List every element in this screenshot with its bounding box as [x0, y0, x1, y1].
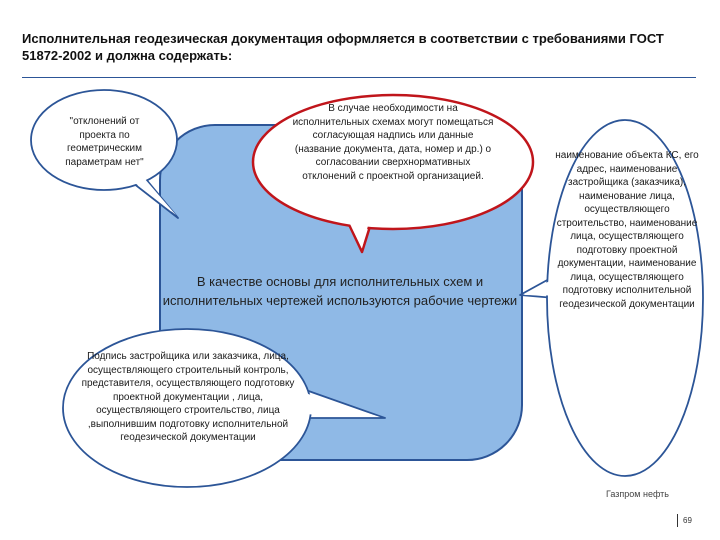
bubble-right-text: наименование объекта КС, его адрес, наименование застройщика (заказчика), наименование лица, осуществляющего строительство, наименование лица, осуществляющего подготовку проектной документации, наименование лица, осуществляющего подготовку исполнительной геодезической документации	[555, 150, 699, 310]
bubble-top-center-text: В случае необходимости на исполнительных схемах могут помещаться согласующая надпись или данные (название документа, дата, номер и др.) о согласовании сверхнормативных отклонений с проектной организацией.	[292, 103, 494, 182]
bubble-bottom-left-text: Подпись застройщика или заказчика, лица, осуществляющего строительный контроль, представителя, осуществляющего подготовку проектной документации , лица, осуществляющего строительство, лица ,выполнившим подготовку исполнительной геодезической документации	[81, 351, 295, 443]
page-number: 69	[677, 514, 692, 527]
slide-title: Исполнительная геодезическая документация оформляется в соответствии с требованиями ГОСТ 51872-2002 и должна содержать:	[22, 31, 664, 63]
bubble-left-top-text: "отклонений от проекта по геометрическим параметрам нет"	[65, 116, 144, 168]
footer-company: Газпром нефть	[606, 489, 669, 499]
central-text: В качестве основы для исполнительных схем и исполнительных чертежей используются рабочие чертежи	[162, 274, 518, 308]
